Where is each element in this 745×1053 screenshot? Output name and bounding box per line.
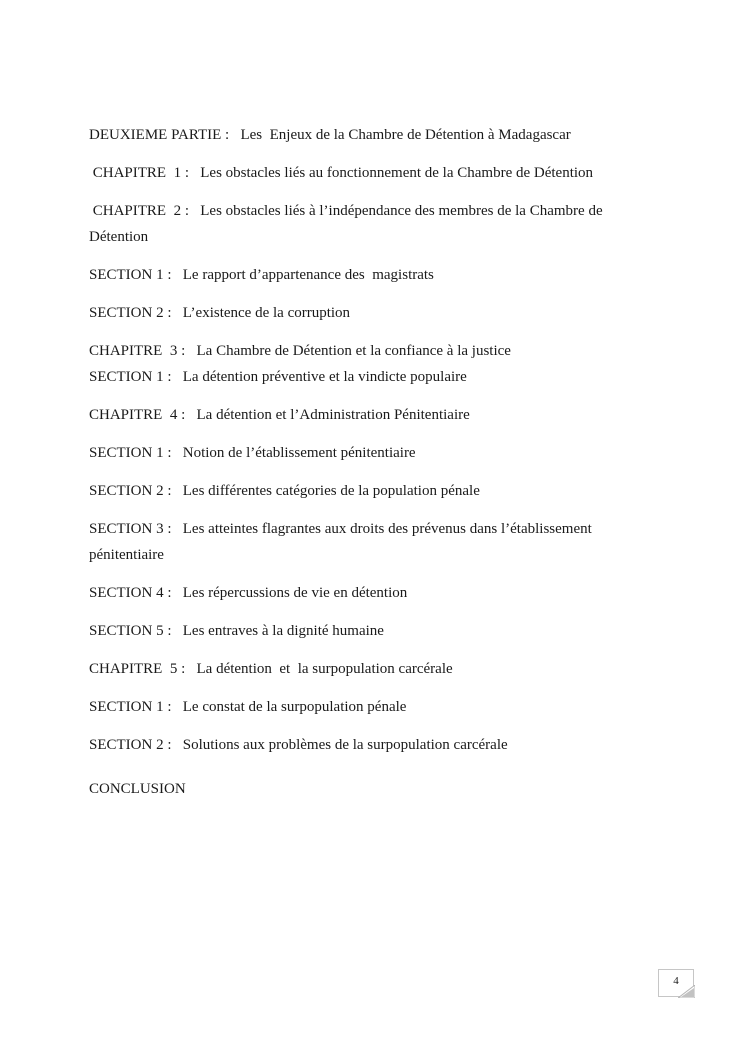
toc-entry-section-3: SECTION 3 : Les atteintes flagrantes aux droits des prévenus dans l’établissement pénitentiaire xyxy=(89,521,596,563)
toc-entry-chapitre-2: CHAPITRE 2 : Les obstacles liés à l’indépendance des membres de la Chambre de Détention xyxy=(89,203,607,245)
toc-entry-section-2: SECTION 2 : L’existence de la corruption xyxy=(89,305,351,321)
toc-entry-conclusion: CONCLUSION xyxy=(89,781,186,797)
toc-entry-chapitre-1: CHAPITRE 1 : Les obstacles liés au fonctionnement de la Chambre de Détention xyxy=(89,165,594,181)
page-number: 4 xyxy=(673,975,679,987)
toc-entry-section-1d: SECTION 1 : Le constat de la surpopulation pénale xyxy=(89,699,407,715)
toc-entry-section-2c: SECTION 2 : Solutions aux problèmes de la surpopulation carcérale xyxy=(89,737,508,753)
toc-entry-chapitre-4: CHAPITRE 4 : La détention et l’Administration Pénitentiaire xyxy=(89,407,470,423)
toc-entry-chapitre-5: CHAPITRE 5 : La détention et la surpopulation carcérale xyxy=(89,661,453,677)
page-number-badge xyxy=(658,969,694,997)
toc-entry-section-2b: SECTION 2 : Les différentes catégories de la population pénale xyxy=(89,483,480,499)
toc-entry-section-4: SECTION 4 : Les répercussions de vie en détention xyxy=(89,585,408,601)
page-corner-fold-icon xyxy=(678,985,695,998)
toc-entry-chapitre-3: CHAPITRE 3 : La Chambre de Détention et la confiance à la justice xyxy=(89,343,511,359)
toc-entry-section-5: SECTION 5 : Les entraves à la dignité humaine xyxy=(89,623,384,639)
toc-entry-section-1b: SECTION 1 : La détention préventive et la vindicte populaire xyxy=(89,369,467,385)
toc-entry-partie-2: DEUXIEME PARTIE : Les Enjeux de la Chambre de Détention à Madagascar xyxy=(89,127,571,143)
toc-entry-section-1: SECTION 1 : Le rapport d’appartenance des magistrats xyxy=(89,267,434,283)
toc-entry-section-1c: SECTION 1 : Notion de l’établissement pénitentiaire xyxy=(89,445,416,461)
table-of-contents xyxy=(89,122,605,814)
